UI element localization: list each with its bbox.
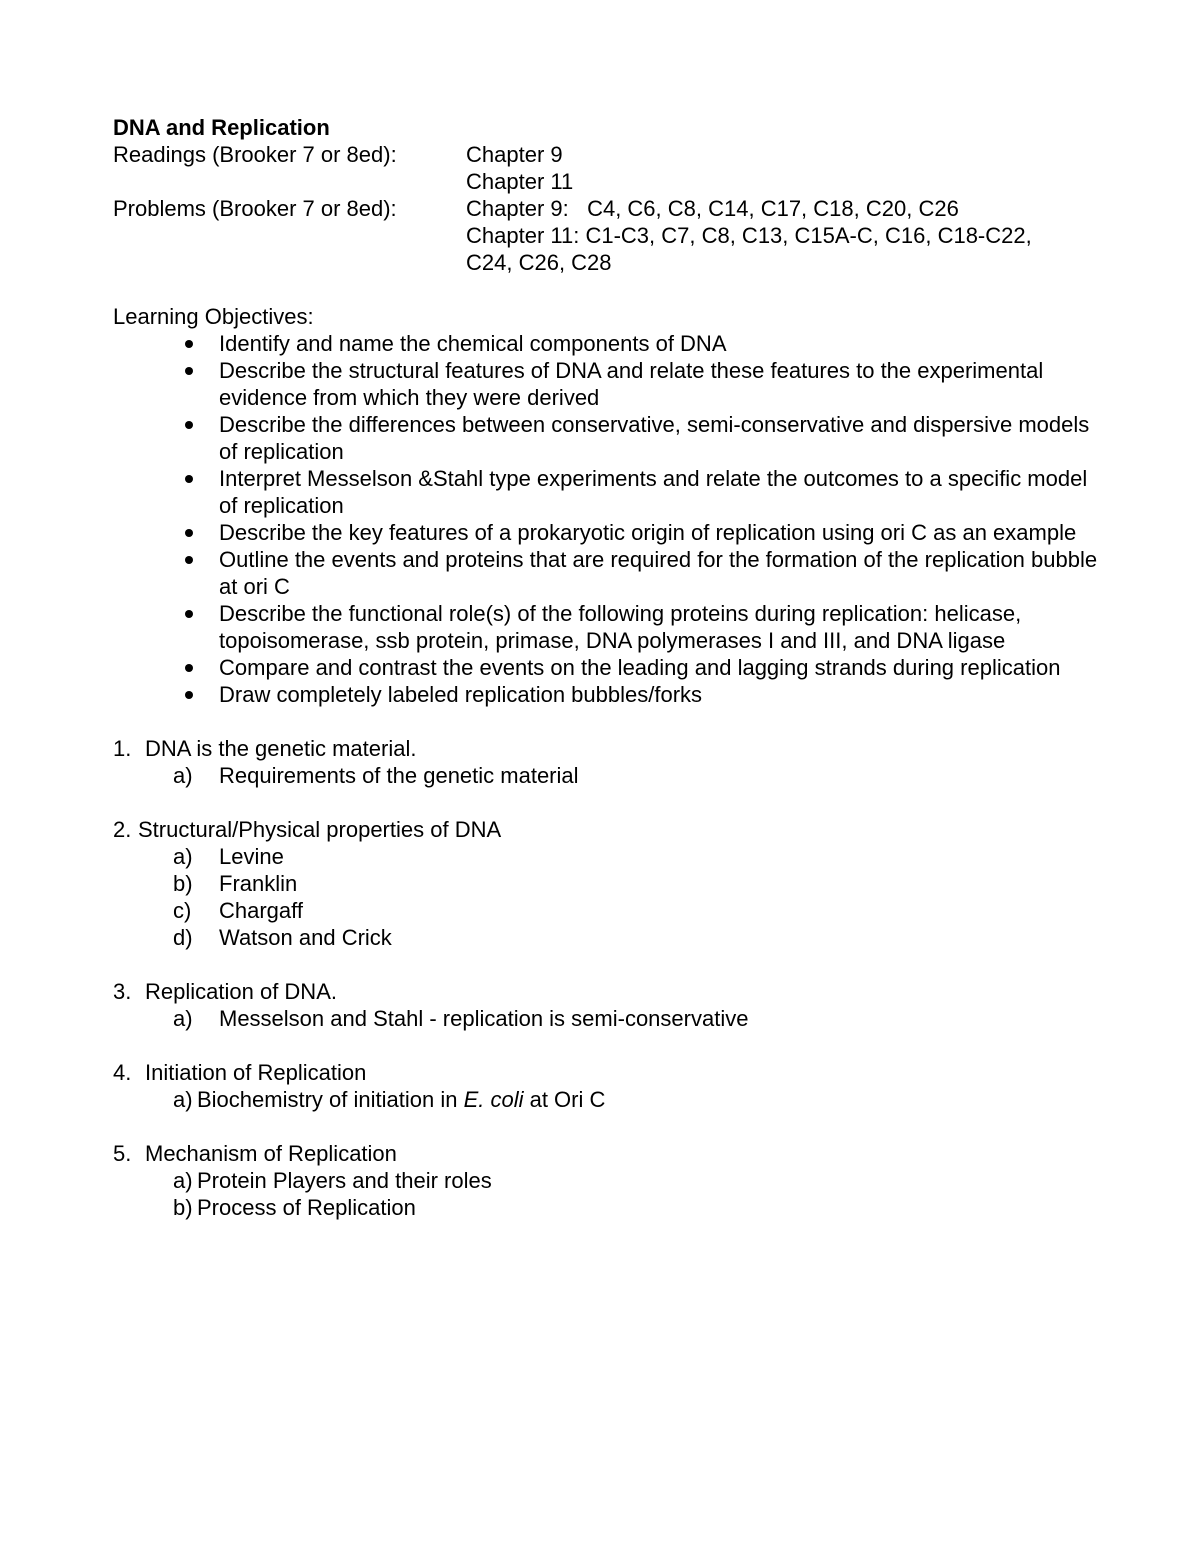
bullet-icon: [185, 367, 193, 375]
problems-row: [113, 222, 1113, 249]
objective-item: [113, 465, 1099, 519]
problems-line: Chapter 11: C1-C3, C7, C8, C13, C15A-C, C16, C18-C22,: [466, 223, 1032, 248]
section-heading: [113, 978, 1113, 1005]
bullet-icon: [185, 340, 193, 348]
objectives-list: [113, 330, 1113, 708]
subsection-item: [113, 1194, 1113, 1221]
subsection-text: Chargaff: [219, 898, 303, 923]
section-title: Structural/Physical properties of DNA: [138, 817, 502, 842]
subsection-marker: d): [173, 925, 193, 950]
subsection-text: Process of Replication: [197, 1195, 416, 1220]
objective-item: [113, 357, 1099, 411]
subsection-text: Franklin: [219, 871, 298, 896]
subsection-item: [113, 870, 1113, 897]
section-heading: [113, 1059, 1113, 1086]
readings-chapter: Chapter 9: [466, 142, 563, 167]
readings-chapter: Chapter 11: [466, 169, 574, 194]
subsection-marker: a): [173, 1168, 193, 1193]
objective-text: Describe the structural features of DNA and relate these features to the experimental evidence from which they were derived: [219, 358, 1044, 410]
objective-item: [113, 330, 1099, 357]
section-number: 5.: [113, 1141, 132, 1166]
objective-text: Identify and name the chemical components of DNA: [219, 331, 727, 356]
objective-text: Describe the functional role(s) of the following proteins during replication: helicase, topoisomerase, ssb protein, primase, DNA polymerases I and III, and DNA ligase: [219, 601, 1022, 653]
objective-item: [113, 654, 1099, 681]
section-heading: [113, 1140, 1113, 1167]
section-title: Initiation of Replication: [145, 1060, 367, 1085]
document-page: [113, 114, 1113, 1221]
readings-row: [113, 168, 1113, 195]
problems-line: Chapter 9: C4, C6, C8, C14, C17, C18, C20, C26: [466, 196, 959, 221]
subsection-item: [113, 762, 1113, 789]
outline-section: [113, 1140, 1113, 1221]
bullet-icon: [185, 475, 193, 483]
objective-text: Interpret Messelson &Stahl type experiments and relate the outcomes to a specific model of replication: [219, 466, 1088, 518]
subsection-text: Messelson and Stahl - replication is semi-conservative: [219, 1006, 749, 1031]
organism-name: E. coli: [463, 1087, 524, 1112]
readings-row: [113, 141, 1113, 168]
outline-section: [113, 735, 1113, 789]
objective-item: [113, 546, 1099, 600]
bullet-icon: [185, 691, 193, 699]
subsection-item: [113, 843, 1113, 870]
section-heading: [113, 816, 1113, 843]
objective-text: Draw completely labeled replication bubbles/forks: [219, 682, 703, 707]
subsection-text: Requirements of the genetic material: [219, 763, 579, 788]
objective-item: [113, 681, 1099, 708]
section-title: DNA is the genetic material.: [145, 736, 417, 761]
subsection-item: [113, 1167, 1113, 1194]
subsection-item: [113, 897, 1113, 924]
section-heading: [113, 735, 1113, 762]
subsection-text: Levine: [219, 844, 284, 869]
problems-line: C24, C26, C28: [466, 250, 612, 275]
bullet-icon: [185, 556, 193, 564]
subsection-text: at Ori C: [523, 1087, 606, 1112]
document-title: DNA and Replication: [113, 115, 330, 140]
subsection-marker: c): [173, 898, 192, 923]
outline-section: [113, 978, 1113, 1032]
subsection-item: [113, 1005, 1113, 1032]
bullet-icon: [185, 610, 193, 618]
subsection-marker: a): [173, 763, 193, 788]
section-number: 3.: [113, 979, 132, 1004]
objective-item: [113, 411, 1099, 465]
problems-row: [113, 249, 1113, 276]
subsection-marker: a): [173, 1087, 193, 1112]
section-number: 2.: [113, 817, 132, 842]
bullet-icon: [185, 421, 193, 429]
objective-text: Describe the differences between conservative, semi-conservative and dispersive models of replication: [219, 412, 1090, 464]
outline-section: [113, 816, 1113, 951]
objective-text: Compare and contrast the events on the leading and lagging strands during replication: [219, 655, 1061, 680]
subsection-item: [113, 1086, 1113, 1113]
bullet-icon: [185, 664, 193, 672]
section-number: 1.: [113, 736, 132, 761]
section-number: 4.: [113, 1060, 132, 1085]
section-title: Replication of DNA.: [145, 979, 337, 1004]
objective-item: [113, 519, 1099, 546]
subsection-text: Watson and Crick: [219, 925, 392, 950]
subsection-text: Biochemistry of initiation in: [197, 1087, 464, 1112]
readings-label: Readings (Brooker 7 or 8ed):: [113, 142, 397, 167]
subsection-text: Protein Players and their roles: [197, 1168, 492, 1193]
subsection-marker: b): [173, 871, 193, 896]
bullet-icon: [185, 529, 193, 537]
objectives-heading: Learning Objectives:: [113, 304, 314, 329]
objective-text: Outline the events and proteins that are required for the formation of the replication bubble at ori C: [219, 547, 1098, 599]
subsection-marker: b): [173, 1195, 193, 1220]
section-title: Mechanism of Replication: [145, 1141, 397, 1166]
subsection-marker: a): [173, 844, 193, 869]
subsection-item: [113, 924, 1113, 951]
outline-section: [113, 1059, 1113, 1113]
subsection-marker: a): [173, 1006, 193, 1031]
problems-row: [113, 195, 1113, 222]
objective-text: Describe the key features of a prokaryotic origin of replication using ori C as an example: [219, 520, 1077, 545]
objective-item: [113, 600, 1099, 654]
problems-label: Problems (Brooker 7 or 8ed):: [113, 196, 397, 221]
